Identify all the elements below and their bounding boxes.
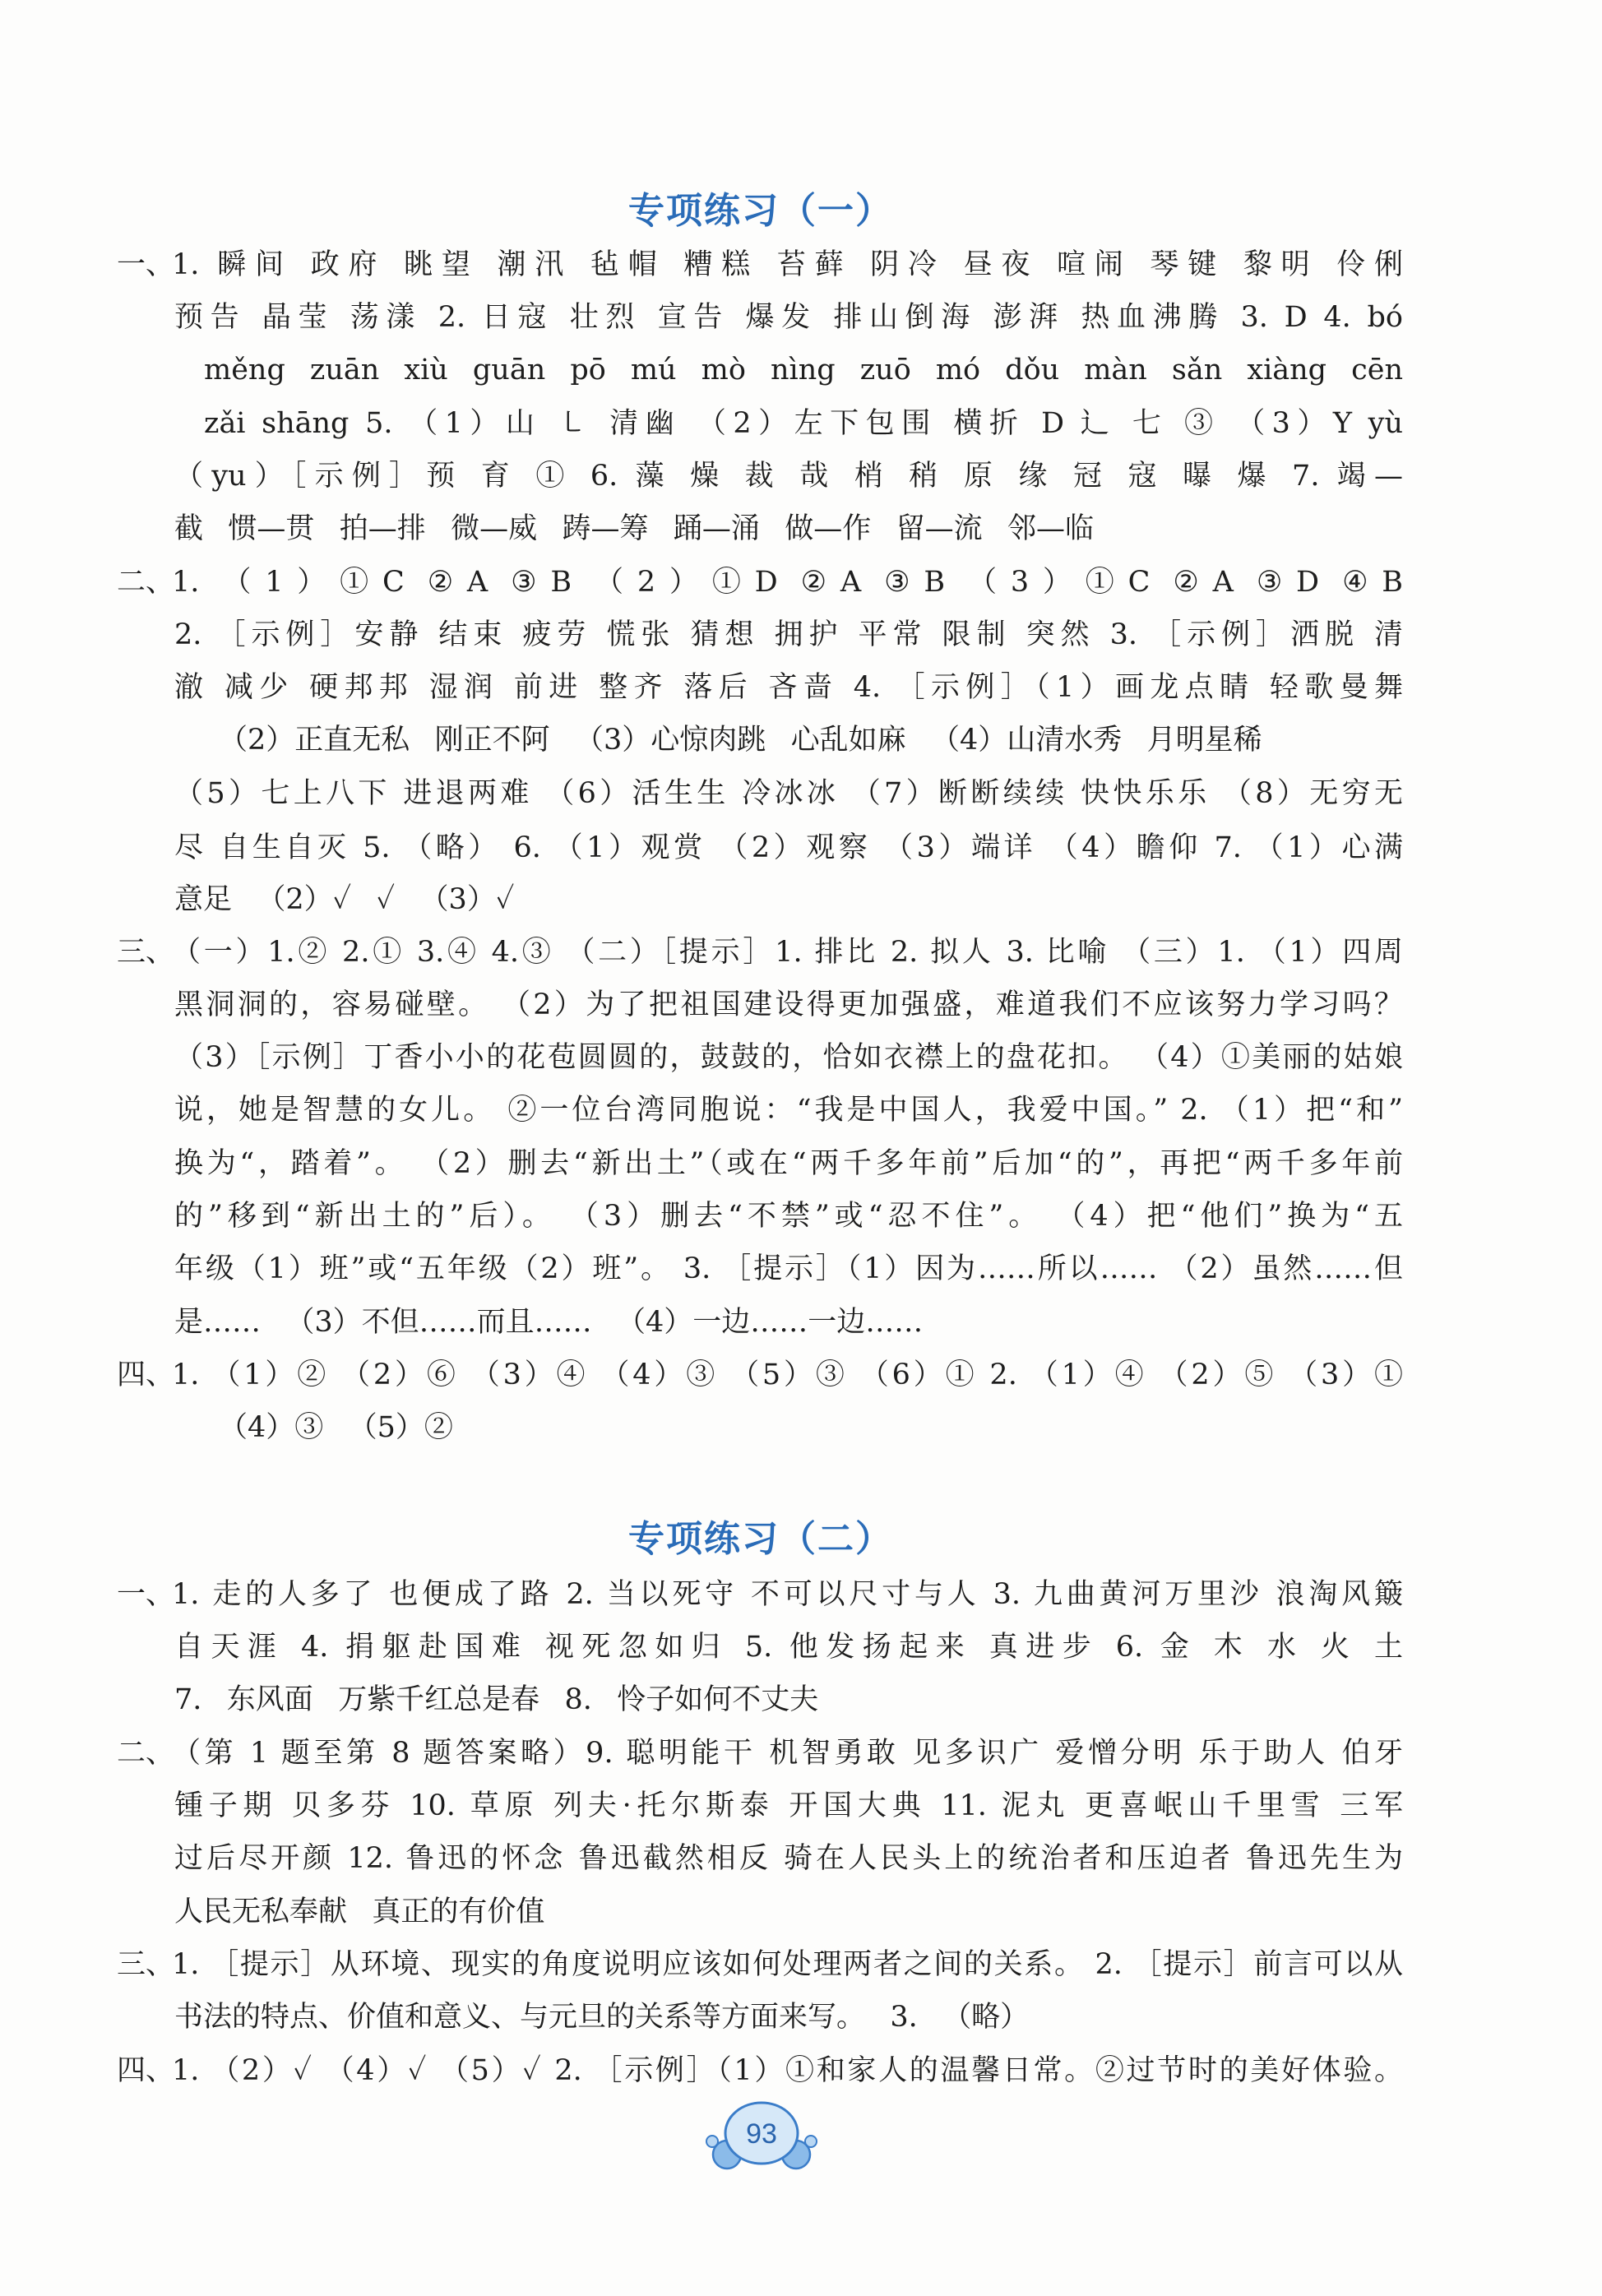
answer-line: 预告 晶莹 荡漾 2. 日寇 壮烈 宣告 爆发 排山倒海 澎湃 热血沸腾 3. D 4. bó <box>174 301 1403 334</box>
answer-line: 2. ［示例］安静 结束 疲劳 慌张 猜想 拥护 平常 限制 突然 3. ［示例］洒脱 清 <box>174 618 1403 651</box>
answer-line: 1. （1）①C ②A ③B （2）①D ②A ③B （3）①C ②A ③D ④B <box>172 566 1403 599</box>
answer-line: 澈 减少 硬邦邦 湿润 前进 整齐 落后 吝啬 4. ［示例］（1）画龙点睛 轻歌曼舞 <box>174 671 1403 704</box>
part-label: 二、 <box>117 1737 175 1770</box>
answer-line: 人民无私奉献 真正的有价值 <box>174 1896 545 1928</box>
answer-line: 1. 走的人多了 也便成了路 2. 当以死守 不可以尺寸与人 3. 九曲黄河万里沙 浪淘风簸 <box>172 1578 1403 1611</box>
answer-line: （一）1.② 2.① 3.④ 4.③ （二）［提示］1. 排比 2. 拟人 3. 比喻 （三）1. （1）四周 <box>172 936 1403 969</box>
section-title: 专项练习（二） <box>628 1518 893 1560</box>
answer-line: （yu）［示例］预 育 ① 6. 藻 燥 裁 哉 梢 稍 原 缘 冠 寇 曝 爆 7. 竭— <box>174 460 1403 493</box>
answer-line: （2）正直无私 刚正不阿 （3）心惊肉跳 心乱如麻 （4）山清水秀 月明星稀 <box>219 724 1262 757</box>
answer-line: 书法的特点、价值和意义、与元旦的关系等方面来写。 3. （略） <box>174 2001 1030 2034</box>
part-label: 四、 <box>117 1359 175 1391</box>
answer-line: zǎi shāng 5. （1）山 ㇄ 清幽 （2）左下包围 横折 D 辶 七 ③ （3）Y yù <box>204 407 1403 440</box>
answer-line: 年级（1）班”或“五年级（2）班”。 3. ［提示］（1）因为……所以…… （2）虽然……但 <box>174 1252 1403 1285</box>
answer-line: 1. 瞬间 政府 眺望 潮汛 毡帽 糟糕 苔藓 阴冷 昼夜 喧闹 琴键 黎明 伶俐 <box>172 248 1403 281</box>
part-label: 二、 <box>117 566 175 599</box>
answer-line: 1. （1）② （2）⑥ （3）④ （4）③ （5）③ （6）① 2. （1）④ （2）⑤ （3）① <box>172 1359 1403 1391</box>
answer-line: 1. ［提示］从环境、现实的角度说明应该如何处理两者之间的关系。 2. ［提示］前言可以从 <box>172 1948 1403 1981</box>
answer-line: 说，她是智慧的女儿。 ②一位台湾同胞说：“我是中国人，我爱中国。” 2. （1）把“和” <box>174 1094 1403 1127</box>
answer-line: （第 1 题至第 8 题答案略）9. 聪明能干 机智勇敢 见多识广 爱憎分明 乐于助人 伯牙 <box>172 1737 1404 1770</box>
part-label: 一、 <box>117 1578 175 1611</box>
answer-line: 截 惯—贯 拍—排 微—威 踌—筹 踊—涌 做—作 留—流 邻—临 <box>174 512 1095 545</box>
part-label: 三、 <box>117 936 175 969</box>
answer-line: 过后尽开颜 12. 鲁迅的怀念 鲁迅截然相反 骑在人民头上的统治者和压迫者 鲁迅先生为 <box>174 1842 1403 1875</box>
answer-line: 锺子期 贝多芬 10. 草原 列夫·托尔斯泰 开国大典 11. 泥丸 更喜岷山千里雪 三军 <box>174 1789 1403 1822</box>
answer-line: 1. （2）✓ （4）✓ （5）✓ 2. ［示例］（1）①和家人的温馨日常。②过节时的美好体验。 <box>172 2054 1403 2087</box>
answer-line: 是…… （3）不但……而且…… （4）一边……一边…… <box>174 1306 924 1339</box>
answer-line: 黑洞洞的，容易碰壁。 （2）为了把祖国建设得更加强盛，难道我们不应该努力学习吗？ <box>174 988 1403 1021</box>
answer-line: （4）③ （5）② <box>219 1411 453 1444</box>
part-label: 一、 <box>117 248 175 281</box>
answer-line: （3）［示例］丁香小小的花苞圆圆的，鼓鼓的，恰如衣襟上的盘花扣。 （4）①美丽的姑娘 <box>174 1041 1403 1074</box>
answer-line: 的”移到“新出土的”后）。 （3）删去“不禁”或“忍不住”。 （4）把“他们”换为“五 <box>174 1200 1403 1233</box>
answer-line: 尽 自生自灭 5. （略） 6. （1）观赏 （2）观察 （3）端详 （4）瞻仰 7. （1）心满 <box>174 831 1403 864</box>
answer-line: měng zuān xiù guān pō mú mò nìng zuō mó dǒu màn sǎn xiàng cēn <box>204 354 1403 387</box>
section-title: 专项练习（一） <box>628 190 893 232</box>
answer-line: （5）七上八下 进退两难 （6）活生生 冷冰冰 （7）断断续续 快快乐乐 （8）无穷无 <box>174 777 1403 810</box>
part-label: 四、 <box>117 2054 175 2087</box>
page-number: 93 <box>746 2118 777 2150</box>
part-label: 三、 <box>117 1948 175 1981</box>
answer-line: 7. 东风面 万紫千红总是春 8. 怜子如何不丈夫 <box>174 1683 819 1716</box>
answer-line: 自天涯 4. 捐躯赴国难 视死忽如归 5. 他发扬起来 真进步 6. 金 木 水 火 土 <box>174 1631 1403 1664</box>
page-number-badge <box>691 2089 839 2179</box>
answer-line: 意足 （2）✓ ✓ （3）✓ <box>174 883 515 916</box>
answer-line: 换为“，踏着”。 （2）删去“新出土”（或在“两千多年前”后加“的”，再把“两千多年前 <box>174 1147 1403 1180</box>
